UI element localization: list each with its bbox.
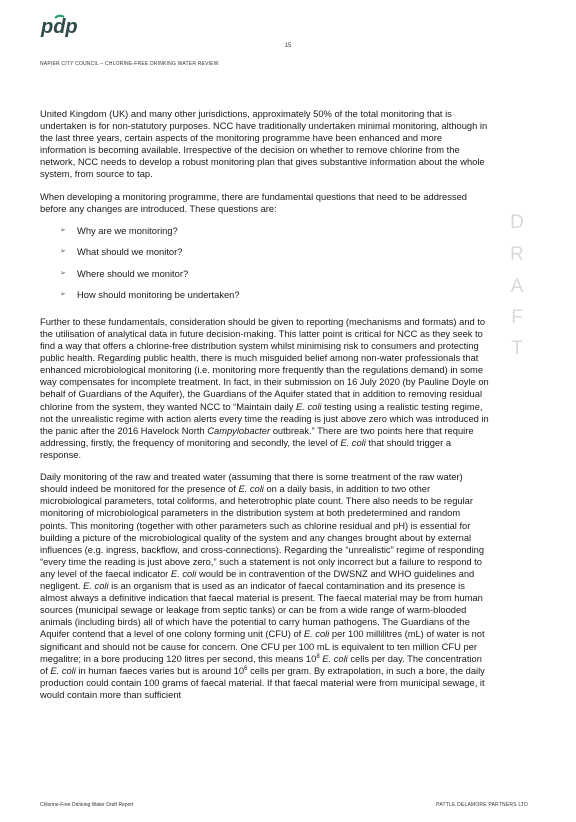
draft-watermark-letter: T — [511, 338, 523, 359]
logo-letters: pdp — [41, 16, 78, 38]
arrow-bullet-icon: ➢ — [60, 227, 66, 235]
footer-report-title: Chlorine-Free Drinking Water Draft Report — [40, 802, 134, 808]
pdp-logo-icon — [40, 14, 80, 40]
pdp-logo — [40, 14, 80, 40]
paragraph-monitoring-context: United Kingdom (UK) and many other jurisdictions, approximately 50% of the total monitoring that is undertaken is for non-statutory purposes. NCC have traditionally undertaken minimal monitoring, although in the last three years, certain aspects of the monitoring programme have been enhanced and more information is becoming available. Irrespective of the decision on whether to remove chlorine from the network, NCC needs to develop a robust monitoring plan that gives substantive information about the whole system, from source to tap. — [40, 109, 488, 180]
page-number: 15 — [284, 43, 292, 49]
questions-list — [40, 225, 490, 310]
arrow-bullet-icon: ➢ — [60, 290, 66, 298]
paragraph-fundamental-questions: When developing a monitoring programme, there are fundamental questions that need to be addressed before any changes are introduced. These questions are: — [40, 191, 467, 214]
footer-company-name: PATTLE DELAMORE PARTNERS LTD — [436, 802, 528, 808]
list-item: ➢ Why are we monitoring? — [60, 226, 178, 237]
arrow-bullet-icon: ➢ — [60, 248, 66, 256]
paragraph-reporting-and-public-health: Further to these fundamentals, consideration should be given to reporting (mechanisms and formats) and to the utilisation of analytical data in future decision-making. This latter point is critical for NCC as they seek to find a way that offers a chlorine-free distribution system whilst minimising risk to consumers and protecting public health. Regarding public health, there is much misguided belief among non-water professionals that enhanced microbiological monitoring (i.e. monitoring more frequently than the regulations demand) in some way compensates for incomplete treatment. In fact, in their submission on 16 July 2020 (by Pauline Doyle on behalf of Guardians of the Aquifer), the Guardians of the Aquifer stated that in addition to removing residual chlorine from the system, they wanted NCC to “Maintain daily E. coli testing using a realistic testing regime, not the unrealistic regime with action alerts every time the reading is just above zero which was introduced in the panic after the 2016 Havelock North Campylobacter outbreak.” There are two points here that require addressing, firstly, the frequency of monitoring and secondly, the level of E. coli that should trigger a response. — [40, 316, 489, 460]
running-head: NAPIER CITY COUNCIL – CHLORINE-FREE DRINKING WATER REVIEW — [40, 61, 219, 67]
arrow-bullet-icon: ➢ — [60, 269, 66, 277]
list-item: ➢ What should we monitor? — [60, 247, 183, 258]
draft-watermark-letter: D — [510, 212, 524, 233]
draft-watermark-letter: A — [510, 276, 524, 297]
list-item: ➢ How should monitoring be undertaken? — [60, 289, 240, 300]
paragraph-daily-monitoring: Daily monitoring of the raw and treated water (assuming that there is some treatment of the raw water) should indeed be monitored for the presence of E. coli on a daily basis, in addition to two other microbiological parameters, total coliforms, and heterotrophic plate count. There also needs to be regular monitoring of microbiological parameters in the distribution system at both predetermined and random points. This monitoring (together with other parameters such as chlorine residual and pH) is essential for building a picture of the microbiological quality of the system and any changes brought about by external influences (e.g. ingress, backflow, and cross-connections). Regarding the “unrealistic” regime of responding “every time the reading is just above zero,” such a statement is not only incorrect but a failure to respond to any level of the faecal indicator E. coli would be in contravention of the DWSNZ and WHO guidelines and negligent. E. coli is an organism that is used as an indicator of faecal contamination and its presence is almost always a definitive indication that faecal material is present. The faecal material may be from human sources (municipal sewage or leakage from septic tanks) or can be from a wide range of warm-blooded animals (including birds) all of which have the potential to carry human pathogens. The Guardians of the Aquifer contend that a level of one colony forming unit (CFU) of E. coli per 100 millilitres (mL) of water is not significant and should not be cause for concern. One CFU per 100 mL is equivalent to ten million CFU per megalitre; in a bore producing 120 litres per second, this means $10^8$ E. coli cells per day. The concentration of E. coli in human faeces varies but is around $10^6$ cells per gram. By extrapolation, in such a bore, the daily production could contain 100 grams of faecal material. If that faecal material were from municipal sewage, it would contain more than sufficient — [40, 472, 485, 700]
report-body — [40, 108, 490, 711]
list-item: ➢ Where should we monitor? — [60, 268, 189, 279]
draft-watermark-letter: F — [511, 307, 523, 328]
draft-watermark-letter: R — [510, 244, 524, 265]
